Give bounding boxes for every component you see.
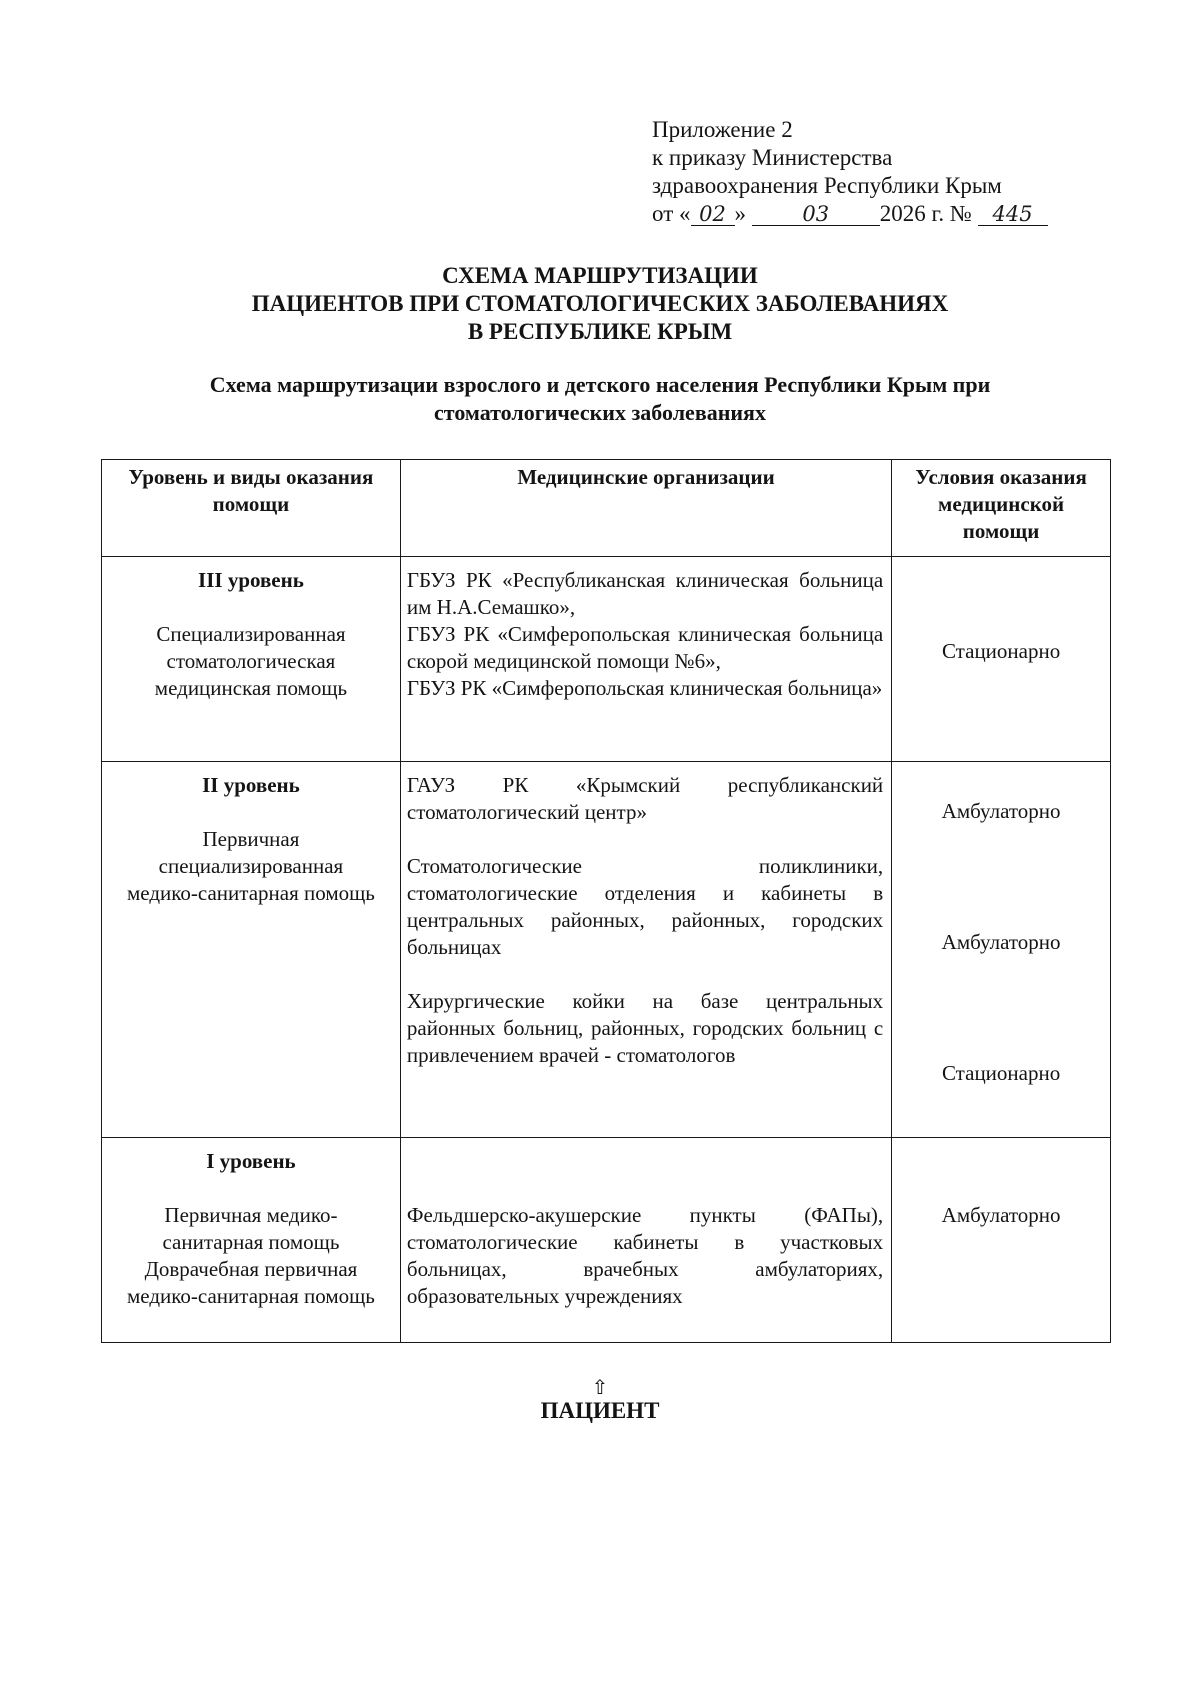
level-desc-line: медицинская помощь: [154, 676, 348, 700]
level-cell: [102, 557, 401, 762]
level-desc-line: медико-санитарная помощь: [127, 1284, 375, 1308]
title-line-2: ПАЦИЕНТОВ ПРИ СТОМАТОЛОГИЧЕСКИХ ЗАБОЛЕВАНИЯХ: [251, 291, 949, 316]
org-entry: Хирургические койки на базе центральных районных больниц, районных, городских больниц с привлечением врачей - стоматологов: [406, 989, 884, 1067]
table-header-row: [102, 460, 1111, 557]
level-name: I уровень: [206, 1149, 296, 1173]
condition-value: Амбулаторно: [941, 930, 1061, 954]
table-row: [102, 762, 1111, 1138]
condition-value: Стационарно: [941, 639, 1061, 663]
level-desc-line: специализированная: [158, 854, 344, 878]
level-description: [106, 1202, 396, 1310]
appendix-line-2: к приказу Министерства: [652, 145, 893, 170]
table-row: [102, 1138, 1111, 1343]
header-orgs: Медицинские организации: [400, 460, 891, 557]
level-desc-line: Первичная медико-: [164, 1203, 338, 1227]
conditions-cell: [892, 557, 1111, 762]
level-desc-line: стоматологическая: [166, 649, 336, 673]
document-title: [0, 262, 1200, 346]
condition-value: Амбулаторно: [941, 1203, 1061, 1227]
org-entry: Стоматологические поликлиники, стоматологические отделения и кабинеты в центральных районных, районных, городских больницах: [406, 854, 884, 959]
level-desc-line: медико-санитарная помощь: [127, 881, 375, 905]
level-desc-line: санитарная помощь: [162, 1230, 340, 1254]
org-entry: ГБУЗ РК «Республиканская клиническая больница им Н.А.Семашко»,: [406, 568, 884, 619]
condition-value: Стационарно: [941, 1061, 1061, 1085]
appendix-block: [652, 116, 1048, 228]
orgs-cell: [400, 762, 891, 1138]
appendix-line-1: Приложение 2: [652, 117, 793, 142]
conditions-cell: [892, 762, 1111, 1138]
title-line-3: В РЕСПУБЛИКЕ КРЫМ: [467, 319, 733, 344]
level-desc-line: Специализированная: [156, 622, 346, 646]
document-subtitle: [140, 371, 1060, 427]
org-entry: ГБУЗ РК «Симферопольская клиническая больница»: [406, 676, 883, 700]
order-number: 445: [978, 203, 1048, 226]
date-day: 02: [691, 203, 735, 226]
conditions-cell: [892, 1138, 1111, 1343]
level-desc-line: Доврачебная первичная: [144, 1257, 358, 1281]
level-cell: [102, 762, 401, 1138]
org-entry: ГБУЗ РК «Симферопольская клиническая больница скорой медицинской помощи №6»,: [406, 622, 884, 673]
appendix-date-line: [652, 200, 1048, 228]
org-entry: Фельдшерско-акушерские пункты (ФАПы), стоматологические кабинеты в участковых больницах, врачебных амбулаториях, образовательных учреждениях: [406, 1203, 884, 1308]
appendix-line-3: здравоохранения Республики Крым: [652, 173, 1002, 198]
header-conditions: Условия оказания медицинской помощи: [892, 460, 1111, 557]
level-name: II уровень: [202, 773, 300, 797]
condition-value: Амбулаторно: [941, 799, 1061, 823]
orgs-cell: [400, 1138, 891, 1343]
level-cell: [102, 1138, 401, 1343]
level-name: III уровень: [198, 568, 304, 592]
subtitle-line-1: Схема маршрутизации взрослого и детского населения Республики Крым при: [209, 372, 991, 397]
title-line-1: СХЕМА МАРШРУТИЗАЦИИ: [442, 263, 758, 288]
date-year: 2026 г. №: [879, 201, 972, 226]
patient-label: ПАЦИЕНТ: [540, 1398, 660, 1423]
up-arrow-icon: ⇧: [591, 1375, 609, 1399]
date-prefix: от «: [652, 201, 691, 226]
header-level: Уровень и виды оказания помощи: [102, 460, 401, 557]
routing-table: [101, 459, 1111, 1343]
date-mid: »: [734, 201, 746, 226]
subtitle-line-2: стоматологических заболеваниях: [434, 400, 766, 425]
orgs-cell: [400, 557, 891, 762]
level-desc-line: Первичная: [202, 827, 300, 851]
table-row: [102, 557, 1111, 762]
date-month: 03: [752, 203, 880, 226]
level-description: [106, 826, 396, 907]
level-description: [106, 621, 396, 702]
org-entry: ГАУЗ РК «Крымский республиканский стоматологический центр»: [406, 773, 884, 824]
